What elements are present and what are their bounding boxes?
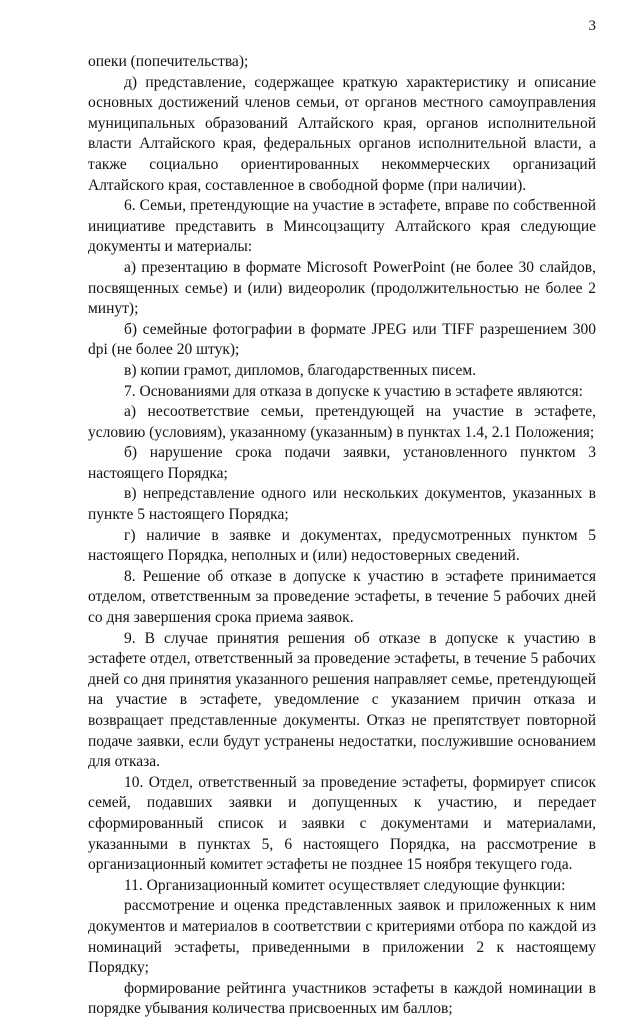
page-number: 3 — [588, 18, 596, 34]
paragraph-item-d: д) представление, содержащее краткую характеристику и описание основных достижений членов семьи, от органов местного самоуправления муниципальных образований Алтайского края, органов исполнительной власти Алтайского края, федеральных органов исполнительной власти, а также социально ориентированных некоммерческих организаций Алтайского края, составленное в свободной форме (при наличии). — [88, 73, 596, 194]
paragraph-7-g: г) наличие в заявке и документах, предусмотренных пунктом 5 настоящего Порядка, неполных и (или) недостоверных сведений. — [88, 526, 596, 565]
paragraph-9: 9. В случае принятия решения об отказе в допуске к участию в эстафете отдел, ответственный за проведение эстафеты, в течение 5 рабочих дней со дня принятия указанного решения направляет семье, претендующей на участие в эстафете, уведомление с указанием причин отказа и возвращает представленные документы. Отказ не препятствует повторной подаче заявки, если будут устранены недостатки, послужившие основанием для отказа. — [88, 629, 596, 771]
paragraph-11: 11. Организационный комитет осуществляет следующие функции: — [124, 876, 566, 894]
paragraph-6-v: в) копии грамот, дипломов, благодарственных писем. — [124, 361, 477, 379]
paragraph-7: 7. Основаниями для отказа в допуске к участию в эстафете являются: — [124, 382, 583, 400]
paragraph-11-item-1: рассмотрение и оценка представленных заявок и приложенных к ним документов и материалов в соответствии с критериями отбора по каждой из номинаций эстафеты, приведенными в приложении 2 к настоящему Порядку; — [88, 897, 596, 977]
paragraph-6-a: а) презентацию в формате Microsoft PowerPoint (не более 30 слайдов, посвященных семье) и (или) видеоролик (продолжительностью не более 2 минут); — [88, 258, 596, 318]
paragraph-10: 10. Отдел, ответственный за проведение эстафеты, формирует список семей, подавших заявки и допущенных к участию, и передает сформированный список и заявки с документами и материалами, указанными в пунктах 5, 6 настоящего Порядка, на рассмотрение в организационный комитет эстафеты не позднее 15 ноября текущего года. — [88, 773, 596, 874]
paragraph-6: 6. Семьи, претендующие на участие в эстафете, вправе по собственной инициативе представить в Минсоцзащиту Алтайского края следующие документы и материалы: — [88, 197, 596, 256]
paragraph-continuation: опеки (попечительства); — [88, 53, 249, 70]
paragraph-7-a: а) несоответствие семьи, претендующей на участие в эстафете, условию (условиям), указанному (указанным) в пунктах 1.4, 2.1 Положения; — [88, 403, 596, 441]
paragraph-11-item-2: формирование рейтинга участников эстафеты в каждой номинации в порядке убывания количества присвоенных им баллов; — [88, 979, 596, 1018]
paragraph-8: 8. Решение об отказе в допуске к участию в эстафете принимается отделом, ответственным за проведение эстафеты, в течение 5 рабочих дней со дня завершения срока приема заявок. — [88, 567, 596, 627]
paragraph-6-b: б) семейные фотографии в формате JPEG или TIFF разрешением 300 dpi (не более 20 штук); — [88, 320, 596, 359]
paragraph-7-v: в) непредставление одного или нескольких документов, указанных в пункте 5 настоящего Порядка; — [88, 485, 596, 524]
paragraph-7-b: б) нарушение срока подачи заявки, установленного пунктом 3 настоящего Порядка; — [88, 444, 596, 482]
